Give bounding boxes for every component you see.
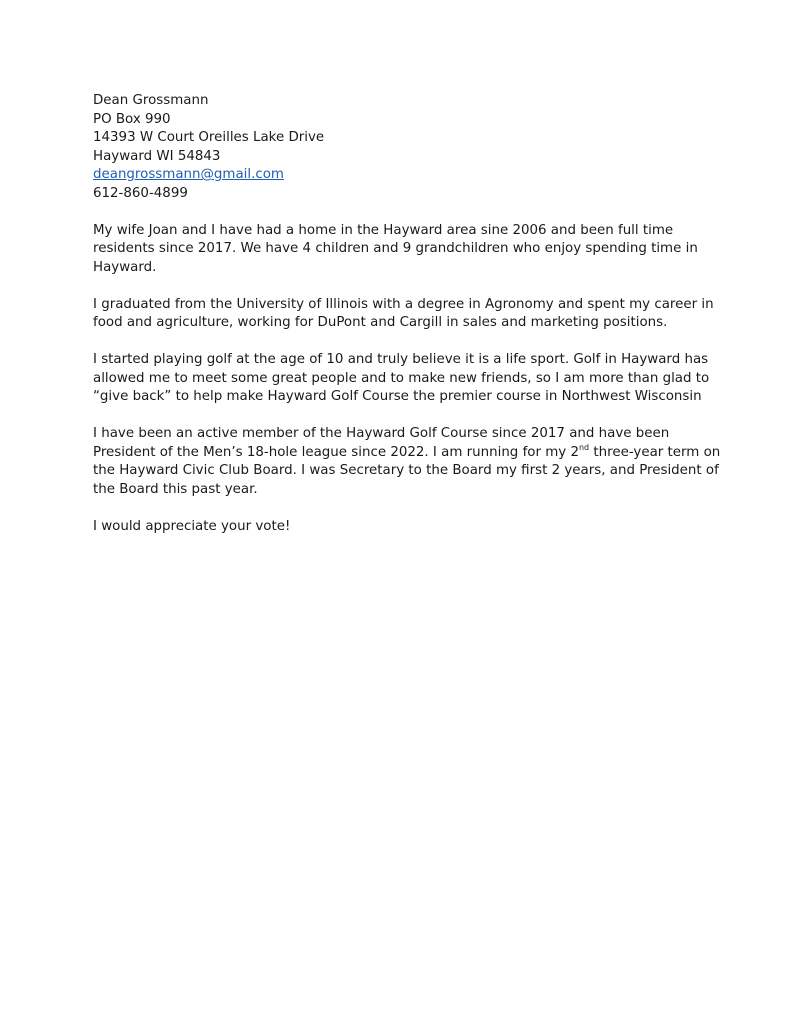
paragraph-membership bbox=[93, 425, 733, 499]
membership-text-start: I have been an active member of the Hayward Golf Course since 2017 and have been President of the Men’s 18-hole league since 2022. I am running for my 2 bbox=[93, 426, 670, 460]
paragraph-family: My wife Joan and I have had a home in the Hayward area sine 2006 and been full time residents since 2017. We have 4 children and 9 grandchildren who enjoy spending time in Hayward. bbox=[93, 222, 698, 275]
letter-body bbox=[93, 92, 733, 536]
membership-text-end: three-year term on the Hayward Civic Club Board. I was Secretary to the Board my first 2 years, and President of the Board this past year. bbox=[93, 444, 721, 497]
sender-city-state-zip: Hayward WI 54843 bbox=[93, 148, 221, 164]
sender-po-box: PO Box 990 bbox=[93, 111, 171, 127]
sender-street: 14393 W Court Oreilles Lake Drive bbox=[93, 130, 325, 145]
sender-address-block bbox=[93, 92, 733, 203]
sender-phone: 612-860-4899 bbox=[93, 185, 188, 201]
paragraph-golf: I started playing golf at the age of 10 and truly believe it is a life sport. Golf in Hayward has allowed me to meet some great people and to make new friends, so I am more than glad to “give back” to help make Hayward Golf Course the premier course in Northwest Wisconsin bbox=[93, 352, 710, 404]
sender-email-link[interactable]: deangrossmann@gmail.com bbox=[93, 167, 284, 182]
ordinal-superscript: nd bbox=[578, 442, 590, 452]
paragraph-education-career: I graduated from the University of Illinois with a degree in Agronomy and spent my career in food and agriculture, working for DuPont and Cargill in sales and marketing positions. bbox=[93, 296, 714, 330]
closing-line: I would appreciate your vote! bbox=[93, 518, 291, 534]
sender-name: Dean Grossmann bbox=[93, 93, 209, 108]
